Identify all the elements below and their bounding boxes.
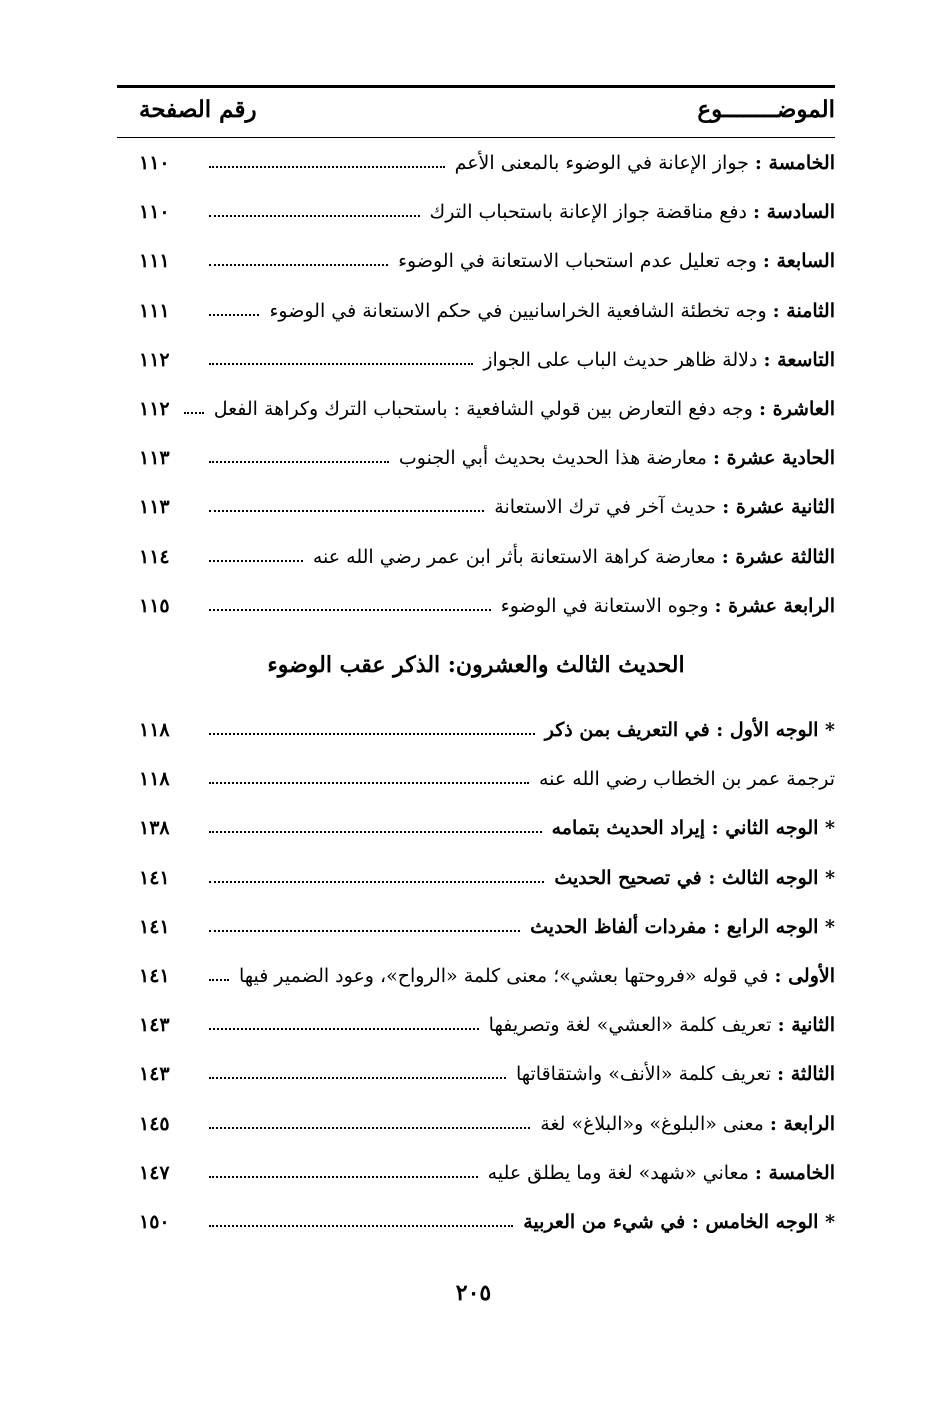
- toc-entry-text: تعريف كلمة «الأنف» واشتقاقاتها: [515, 1063, 772, 1086]
- toc-entry-page: ١١٨: [139, 768, 170, 791]
- dot-leader: [209, 1176, 478, 1178]
- toc-entry-text: * الوجه الخامس : في شيء من العربية: [523, 1211, 835, 1233]
- subject-column-header: الموضــــــــوع: [697, 96, 835, 123]
- toc-entry: [117, 484, 835, 524]
- toc-entry-title: [552, 817, 835, 845]
- toc-entry: [117, 904, 835, 944]
- toc-entry-label: الثالثة :: [777, 1063, 835, 1086]
- toc-entry-page: ١٤٣: [139, 1014, 170, 1037]
- dot-leader: [209, 881, 544, 883]
- toc-entry-title: [398, 250, 835, 278]
- toc-entry-text: * الوجه الثالث : في تصحيح الحديث: [554, 866, 835, 889]
- toc-entry-label: الثامنة :: [772, 299, 835, 322]
- dot-leader: [209, 930, 520, 932]
- dot-leader: [209, 782, 529, 784]
- dot-leader: [184, 412, 204, 414]
- dot-leader: [209, 215, 420, 217]
- toc-entry-page: ١١٣: [139, 496, 170, 519]
- toc-entry-label: الرابعة عشرة :: [714, 594, 835, 617]
- toc-entry-text: تعريف كلمة «العشي» لغة وتصريفها: [488, 1014, 772, 1037]
- toc-entry-label: الثالثة عشرة :: [721, 545, 835, 568]
- dot-leader: [209, 1127, 530, 1129]
- toc-entry-page: ١١٤: [139, 545, 170, 568]
- toc-entry-page: ١٥٠: [139, 1211, 170, 1233]
- toc-entry-page: ١١١: [139, 250, 170, 273]
- dot-leader: [209, 560, 303, 562]
- toc-entry-title: [239, 965, 835, 993]
- toc-entry: [117, 435, 835, 475]
- toc-entry-title: [430, 201, 835, 229]
- toc-entry-text: معارضة كراهة الاستعانة بأثر ابن عمر رضي الله عنه: [312, 545, 716, 568]
- toc-entry-page: ١٤١: [139, 866, 170, 889]
- toc-entry: [117, 140, 835, 180]
- toc-entry-page: ١١١: [139, 299, 170, 322]
- dot-leader: [209, 1028, 479, 1030]
- dot-leader: [209, 363, 473, 365]
- toc-entry: [117, 534, 835, 574]
- toc-entry-text: ترجمة عمر بن الخطاب رضي الله عنه: [538, 768, 835, 791]
- dot-leader: [209, 733, 535, 735]
- dot-leader: [209, 1225, 513, 1227]
- toc-entry-text: جواز الإعانة في الوضوء بالمعنى الأعم: [454, 152, 749, 174]
- dot-leader: [209, 166, 445, 168]
- toc-entry-title: [488, 1162, 835, 1190]
- toc-entry-title: [539, 768, 835, 796]
- dot-leader: [209, 1077, 506, 1079]
- toc-entry: [117, 337, 835, 377]
- dot-leader: [209, 510, 484, 512]
- toc-entry-title: [494, 496, 835, 524]
- toc-entry-label: السادسة :: [752, 201, 835, 224]
- toc-entry-text: معنى «البلوغ» و«البلاغ» لغة: [540, 1112, 764, 1135]
- dot-leader: [209, 979, 229, 981]
- toc-entry-page: ١١٥: [139, 594, 170, 617]
- toc-entry-label: الخامسة :: [754, 1161, 835, 1184]
- toc-entry-title: [501, 595, 835, 623]
- toc-entry: [117, 756, 835, 796]
- dot-leader: [209, 831, 542, 833]
- toc-entry-text: وجوه الاستعانة في الوضوء: [500, 594, 709, 617]
- toc-entry: [117, 1150, 835, 1190]
- toc-entry-page: ١١٢: [139, 348, 170, 371]
- toc-entry-label: الثانية :: [777, 1014, 835, 1037]
- toc-entry-page: ١٤١: [139, 965, 170, 987]
- toc-entry-page: ١٤١: [139, 915, 170, 938]
- toc-entry-title: [516, 1063, 835, 1091]
- top-rule: [117, 85, 835, 88]
- toc-entry-title: [483, 349, 835, 377]
- toc-entry-text: وجه دفع التعارض بين قولي الشافعية : باستحباب الترك وكراهة الفعل: [213, 398, 753, 420]
- page-column-header: رقم الصفحة: [139, 96, 257, 123]
- toc-entry-label: العاشرة :: [758, 398, 835, 420]
- toc-entry: [117, 238, 835, 278]
- toc-entry: [117, 855, 835, 895]
- toc-entry-label: الحادية عشرة :: [712, 447, 835, 470]
- dot-leader: [209, 314, 259, 316]
- toc-entry-label: السابعة :: [762, 250, 835, 273]
- toc-entry-text: في قوله «فروحتها بعشي»؛ معنى كلمة «الرواح»، وعود الضمير فيها: [238, 965, 769, 987]
- toc-entry-label: الرابعة :: [769, 1112, 835, 1135]
- toc-entry-title: [455, 152, 835, 180]
- page-number: ٢٠٥: [455, 1280, 492, 1306]
- toc-entry-title: [313, 546, 835, 574]
- toc-header: [117, 92, 835, 134]
- section-title: الحديث الثالث والعشرون: الذكر عقب الوضوء: [267, 652, 685, 678]
- toc-entry-label: الثانية عشرة :: [722, 496, 835, 519]
- toc-entry-page: ١١٠: [139, 201, 170, 224]
- toc-entry-page: ١١٣: [139, 447, 170, 470]
- toc-entry: [117, 805, 835, 845]
- toc-entry-title: [530, 916, 835, 944]
- toc-entry-text: وجه تخطئة الشافعية الخراسانيين في حكم الاستعانة في الوضوء: [269, 299, 767, 322]
- toc-entry-page: ١١٢: [139, 398, 170, 420]
- toc-entry-title: [545, 719, 835, 747]
- header-rule: [117, 137, 835, 138]
- toc-entry-text: * الوجه الأول : في التعريف بمن ذكر: [544, 719, 835, 741]
- toc-entry: [117, 1101, 835, 1141]
- toc-entry-title: [214, 398, 835, 426]
- toc-entry-title: [523, 1211, 835, 1239]
- toc-entry-text: حديث آخر في ترك الاستعانة: [494, 496, 717, 519]
- toc-entry-page: ١١٨: [139, 719, 170, 741]
- toc-entry-text: معاني «شهد» لغة وما يطلق عليه: [487, 1161, 749, 1184]
- toc-entry: [117, 583, 835, 623]
- toc-entry: [117, 1051, 835, 1091]
- toc-entry: [117, 1002, 835, 1042]
- toc-entry-page: ١١٠: [139, 152, 170, 174]
- toc-entry-title: [540, 1113, 835, 1141]
- toc-entry-text: معارضة هذا الحديث بحديث أبي الجنوب: [398, 447, 707, 470]
- toc-entry-text: * الوجه الثاني : إيراد الحديث بتمامه: [551, 817, 835, 840]
- toc-entry-label: الخامسة :: [754, 152, 835, 174]
- toc-entry-page: ١٣٨: [139, 817, 170, 840]
- toc-entry-text: دفع مناقضة جواز الإعانة باستحباب الترك: [429, 201, 747, 224]
- toc-entry: [117, 386, 835, 426]
- toc-entry-text: * الوجه الرابع : مفردات ألفاظ الحديث: [530, 915, 835, 938]
- toc-entry-label: الأولى :: [774, 965, 835, 987]
- dot-leader: [209, 264, 388, 266]
- toc-entry-title: [269, 300, 835, 328]
- toc-entry-title: [399, 447, 835, 475]
- toc-entry-page: ١٤٥: [139, 1112, 170, 1135]
- toc-entry: [117, 288, 835, 328]
- toc-entry: [117, 1199, 835, 1239]
- toc-entry-text: وجه تعليل عدم استحباب الاستعانة في الوضوء: [398, 250, 757, 273]
- dot-leader: [209, 609, 491, 611]
- toc-entry-label: التاسعة :: [763, 348, 835, 371]
- toc-entry-page: ١٤٧: [139, 1161, 170, 1184]
- toc-entry: [117, 953, 835, 993]
- toc-entry-page: ١٤٣: [139, 1063, 170, 1086]
- toc-entry-title: [489, 1014, 835, 1042]
- toc-entry: [117, 189, 835, 229]
- toc-entry-title: [554, 867, 835, 895]
- toc-entry: [117, 707, 835, 747]
- dot-leader: [209, 461, 389, 463]
- toc-entry-text: دلالة ظاهر حديث الباب على الجواز: [483, 348, 758, 371]
